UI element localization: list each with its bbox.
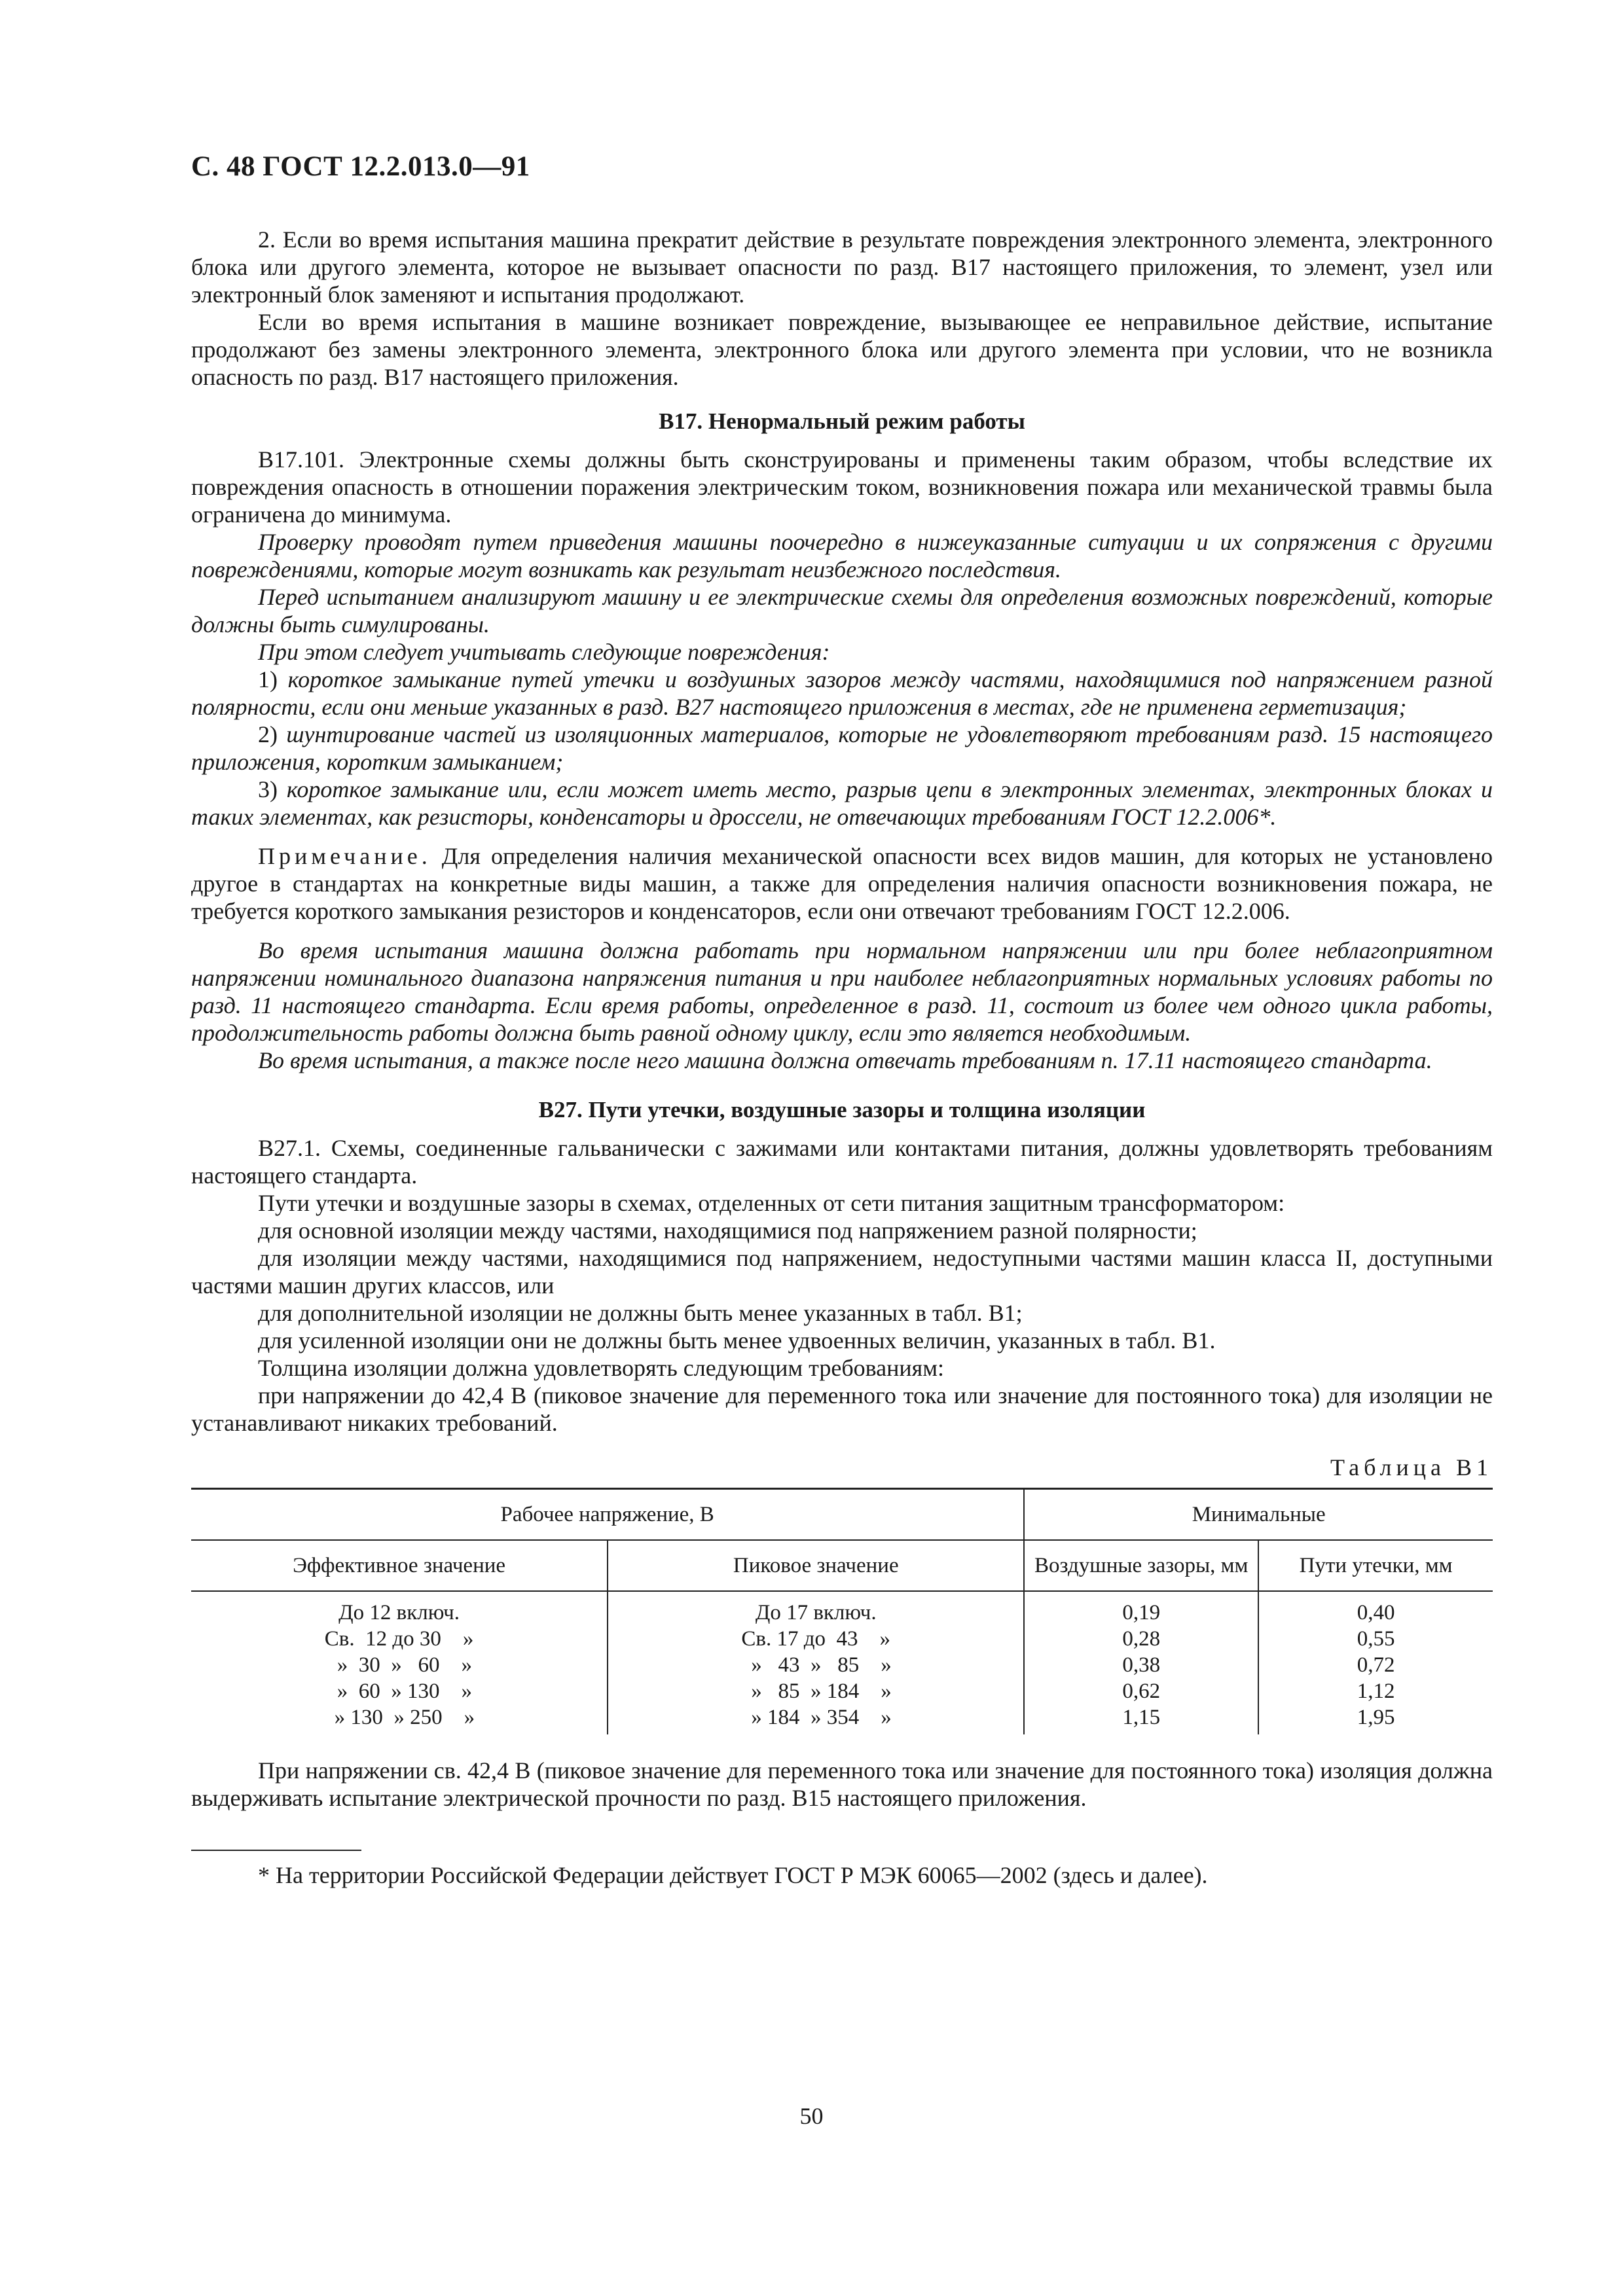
- cell-creepage: 0,55: [1357, 1627, 1395, 1651]
- section-b17-title: В17. Ненормальный режим работы: [659, 408, 1025, 434]
- cell-air-gap: 0,62: [1024, 1678, 1258, 1704]
- b17-list-item-2: [191, 721, 1493, 776]
- section-b27-title: В27. Пути утечки, воздушные зазоры и толщина изоляции: [538, 1097, 1146, 1122]
- header-working-voltage: Рабочее напряжение, В: [191, 1489, 1024, 1541]
- header-effective-value: Эффективное значение: [191, 1540, 608, 1591]
- range-text: Св. 12 до 30 »: [324, 1627, 474, 1651]
- table-row: [191, 1678, 1493, 1704]
- page-content: [191, 226, 1493, 1889]
- range-text: Св. 17 до 43 »: [741, 1627, 891, 1651]
- cell-peak: [608, 1678, 1024, 1704]
- b27-paragraph-8: при напряжении до 42,4 В (пиковое значение для переменного тока или значение для постоянного тока) для изоляции не устанавливают никаких требований.: [191, 1382, 1493, 1436]
- list-number: 3): [258, 776, 287, 802]
- page-number: 50: [799, 2103, 824, 2129]
- b17-list-item-1: [191, 666, 1493, 721]
- cell-effective: [191, 1704, 608, 1734]
- footnote: * На территории Российской Федерации действует ГОСТ Р МЭК 60065—2002 (здесь и далее).: [258, 1862, 1208, 1888]
- cell-creepage: 0,72: [1357, 1653, 1395, 1677]
- table-column-header-row: [191, 1540, 1493, 1591]
- note-text: Для определения наличия механической опасности всех видов машин, для которых не установлено другое в стандартах на конкретные виды машин, а также для определения наличия опасности возникновения пожара, не требуется короткого замыкания резисторов и конденсаторов, если они отвечают требованиям ГОСТ 12.2.006.: [191, 843, 1493, 924]
- cell-creepage: 0,40: [1357, 1601, 1395, 1624]
- cell-effective: [191, 1626, 608, 1652]
- cell-effective: До 12 включ.: [191, 1591, 608, 1626]
- b27-paragraph-5: для дополнительной изоляции не должны быть менее указанных в табл. В1;: [258, 1300, 1023, 1326]
- table-row: [191, 1704, 1493, 1734]
- cell-air-gap: 0,28: [1024, 1626, 1258, 1652]
- range-text: » 30 » 60 »: [326, 1653, 472, 1677]
- table-group-header-row: [191, 1489, 1493, 1541]
- note-label: Примечание.: [258, 843, 431, 869]
- b27-paragraph-6: для усиленной изоляции они не должны быть менее удвоенных величин, указанных в табл. В1.: [258, 1327, 1216, 1354]
- range-text: » 184 » 354 »: [740, 1706, 892, 1729]
- cell-peak: [608, 1652, 1024, 1678]
- list-text: короткое замыкание или, если может иметь место, разрыв цепи в электронных элементах, электронных блоках и таких элементах, как резисторы, конденсаторы и дроссели, не отвечающих требованиям ГОСТ 12.2.006*.: [191, 776, 1493, 830]
- b17-italic-4: Во время испытания машина должна работать при нормальном напряжении или при более неблагоприятном напряжении номинального диапазона напряжения питания и при наиболее неблагоприятных нормальных условиях работы по разд. 11 настоящего стандарта. Если время работы, определенное в разд. 11, состоит из более чем одного цикла работы, продолжительность работы должна быть равной одному циклу, если это является необходимым.: [191, 937, 1493, 1046]
- range-text: » 60 » 130 »: [326, 1679, 472, 1703]
- footnote-divider: [191, 1850, 361, 1851]
- b27-paragraph-2: Пути утечки и воздушные зазоры в схемах, отделенных от сети питания защитным трансформатором:: [258, 1190, 1285, 1216]
- cell-effective: [191, 1652, 608, 1678]
- b17-italic-5: Во время испытания, а также после него машина должна отвечать требованиям п. 17.11 настоящего стандарта.: [258, 1047, 1432, 1073]
- cell-air-gap: 0,38: [1024, 1652, 1258, 1678]
- cell-peak: [608, 1626, 1024, 1652]
- cell-air-gap: 0,19: [1024, 1591, 1258, 1626]
- cell-creepage: 1,95: [1357, 1706, 1395, 1729]
- header-peak-value: Пиковое значение: [608, 1540, 1024, 1591]
- b27-paragraph-3: для основной изоляции между частями, находящимися под напряжением разной полярности;: [258, 1217, 1197, 1244]
- b17-paragraph-1: В17.101. Электронные схемы должны быть сконструированы и применены таким образом, чтобы вследствие их повреждения опасность в отношении поражения электрическим током, возникновения пожара или механической травмы была ограничена до минимума.: [191, 446, 1493, 528]
- table-row: [191, 1652, 1493, 1678]
- cell-air-gap: 1,15: [1024, 1704, 1258, 1734]
- range-text: » 85 » 184 »: [740, 1679, 892, 1703]
- header-minimum: Минимальные: [1024, 1489, 1493, 1541]
- list-text: короткое замыкание путей утечки и воздушных зазоров между частями, находящимися под напряжением разной полярности, если они меньше указанных в разд. В27 настоящего приложения в местах, где не применена герметизация;: [191, 666, 1493, 720]
- b17-note: [191, 842, 1493, 925]
- table-row: [191, 1591, 1493, 1626]
- page-header: С. 48 ГОСТ 12.2.013.0—91: [191, 151, 530, 182]
- b27-paragraph-4: для изоляции между частями, находящимися под напряжением, недоступными частями машин класса II, доступными частями машин других классов, или: [191, 1245, 1493, 1299]
- list-text: шунтирование частей из изоляционных материалов, которые не удовлетворяют требованиям разд. 15 настоящего приложения, коротким замыканием;: [191, 721, 1493, 775]
- table-b1: [191, 1488, 1493, 1734]
- b17-list-item-3: [191, 776, 1493, 831]
- intro-paragraph-1: 2. Если во время испытания машина прекратит действие в результате повреждения электронного элемента, электронного блока или другого элемента, которое не вызывает опасности по разд. В17 настоящего приложения, то элемент, узел или электронный блок заменяют и испытания продолжают.: [191, 226, 1493, 308]
- list-number: 1): [258, 666, 288, 692]
- header-creepage: Пути утечки, мм: [1258, 1540, 1493, 1591]
- cell-creepage: 1,12: [1357, 1679, 1395, 1703]
- header-air-gaps: Воздушные зазоры, мм: [1024, 1540, 1258, 1591]
- table-row: [191, 1626, 1493, 1652]
- b27-paragraph-1: В27.1. Схемы, соединенные гальванически с зажимами или контактами питания, должны удовлетворять требованиям настоящего стандарта.: [191, 1135, 1493, 1189]
- b17-italic-3: При этом следует учитывать следующие повреждения:: [258, 639, 830, 665]
- table-caption: Таблица В1: [1330, 1454, 1493, 1480]
- range-text: » 43 » 85 »: [740, 1653, 892, 1677]
- cell-peak: До 17 включ.: [608, 1591, 1024, 1626]
- b17-italic-2: Перед испытанием анализируют машину и ее электрические схемы для определения возможных повреждений, которые должны быть симулированы.: [191, 584, 1493, 637]
- b17-italic-1: Проверку проводят путем приведения машины поочередно в нижеуказанные ситуации и их сопряжения с другими повреждениями, которые могут возникать как результат неизбежного последствия.: [191, 529, 1493, 583]
- range-text: » 130 » 250 »: [323, 1706, 475, 1729]
- list-number: 2): [258, 721, 287, 747]
- cell-effective: [191, 1678, 608, 1704]
- b27-paragraph-7: Толщина изоляции должна удовлетворять следующим требованиям:: [258, 1355, 945, 1381]
- intro-paragraph-2: Если во время испытания в машине возникает повреждение, вызывающее ее неправильное действие, испытание продолжают без замены электронного элемента, электронного блока или другого элемента при условии, что не возникла опасность по разд. В17 настоящего приложения.: [191, 309, 1493, 390]
- after-table-paragraph: При напряжении св. 42,4 В (пиковое значение для переменного тока или значение для постоянного тока) изоляция должна выдерживать испытание электрической прочности по разд. В15 настоящего приложения.: [191, 1757, 1493, 1811]
- cell-peak: [608, 1704, 1024, 1734]
